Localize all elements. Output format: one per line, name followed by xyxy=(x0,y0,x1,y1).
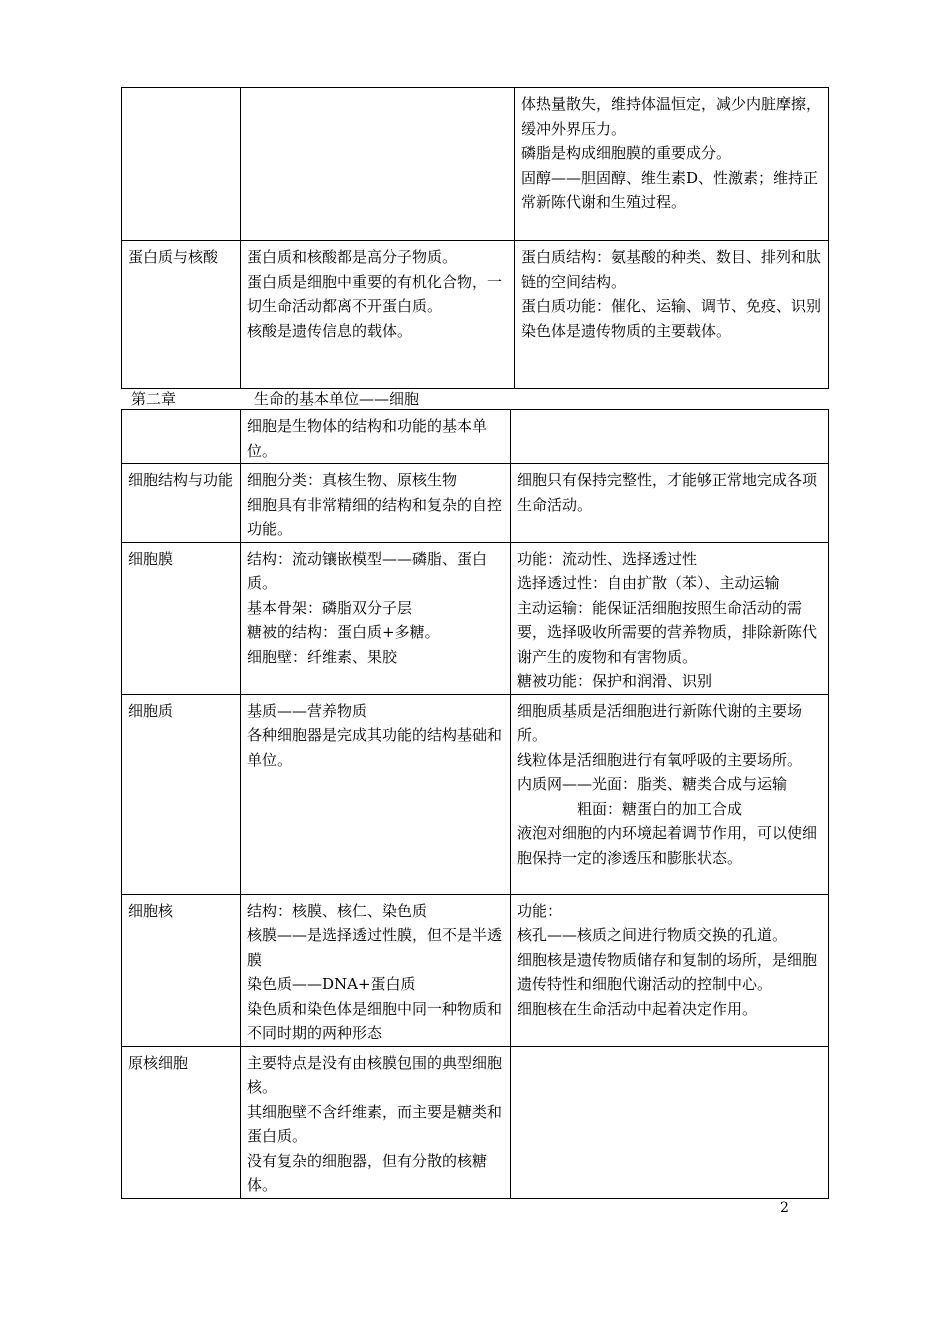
content-line: 染色质——DNA+蛋白质 xyxy=(247,975,416,993)
content-line: 各种细胞器是完成其功能的结构基础和单位。 xyxy=(247,726,503,769)
row-heading: 细胞结构与功能 xyxy=(128,471,234,489)
content-line: 细胞具有非常精细的结构和复杂的自控功能。 xyxy=(247,495,503,538)
row-heading-cell xyxy=(122,410,241,464)
table-row xyxy=(122,464,829,543)
detail-line: 内质网——光面：脂类、糖类合成与运输 xyxy=(517,775,788,793)
detail-line: 选择透过性：自由扩散（苯）、主动运输 xyxy=(517,574,780,592)
content-line: 细胞壁：纤维素、果胶 xyxy=(247,647,398,666)
detail-line: 糖被功能：保护和润滑、识别 xyxy=(517,672,713,690)
row-heading: 原核细胞 xyxy=(128,1053,189,1072)
detail-cell xyxy=(515,241,829,389)
table-row xyxy=(122,88,829,241)
row-heading-cell xyxy=(122,241,241,389)
basic-content-cell xyxy=(241,410,511,464)
detail-line: 蛋白质功能：催化、运输、调节、免疫、识别 xyxy=(521,297,822,315)
detail-line: 磷脂是构成细胞膜的重要成分。 xyxy=(521,144,732,162)
basic-content-cell xyxy=(241,1046,511,1198)
detail-cell xyxy=(511,1046,829,1198)
basic-content-cell xyxy=(241,542,511,694)
detail-line: 固醇——胆固醇、维生素D、性激素；维持正常新陈代谢和生殖过程。 xyxy=(521,168,819,211)
detail-line: 粗面：糖蛋白的加工合成 xyxy=(517,799,743,818)
content-line: 核酸是遗传信息的载体。 xyxy=(247,321,413,340)
content-line: 细胞是生物体的结构和功能的基本单位。 xyxy=(247,417,488,460)
detail-line: 细胞核是遗传物质储存和复制的场所，是细胞遗传特性和细胞代谢活动的控制中心。 xyxy=(517,950,818,993)
detail-line: 细胞质基质是活细胞进行新陈代谢的主要场所。 xyxy=(517,701,803,744)
row-heading-cell xyxy=(122,894,241,1046)
table-row xyxy=(122,410,829,464)
detail-line: 染色体是遗传物质的主要载体。 xyxy=(521,321,732,340)
detail-line: 功能： xyxy=(517,901,563,920)
basic-content-cell xyxy=(241,241,515,389)
table-row xyxy=(122,1046,829,1198)
content-line: 结构：核膜、核仁、染色质 xyxy=(247,901,428,920)
row-heading: 细胞膜 xyxy=(128,549,174,568)
table-row xyxy=(122,694,829,894)
detail-line: 细胞核在生命活动中起着决定作用。 xyxy=(517,999,758,1018)
content-line: 主要特点是没有由核膜包围的典型细胞核。 xyxy=(247,1053,503,1096)
row-heading-cell xyxy=(122,1046,241,1198)
row-heading-cell xyxy=(122,694,241,894)
row-heading-cell xyxy=(122,542,241,694)
table-row xyxy=(122,894,829,1046)
basic-content-cell xyxy=(241,694,511,894)
content-line: 没有复杂的细胞器，但有分散的核糖体。 xyxy=(247,1151,488,1194)
chapter-title: 生命的基本单位——细胞 xyxy=(254,390,420,408)
row-heading: 蛋白质与核酸 xyxy=(128,248,219,266)
row-heading-cell xyxy=(122,88,241,241)
detail-cell xyxy=(511,464,829,543)
row-heading-cell xyxy=(122,464,241,543)
table-cell-chapter xyxy=(121,409,829,1199)
chapter-label: 第二章 xyxy=(131,390,177,408)
row-heading: 细胞核 xyxy=(128,901,174,920)
detail-line: 核孔——核质之间进行物质交换的孔道。 xyxy=(517,926,788,944)
content-line: 基本骨架：磷脂双分子层 xyxy=(247,598,413,617)
content-line: 基质——营养物质 xyxy=(247,701,368,720)
basic-content-cell xyxy=(241,464,511,543)
row-heading: 细胞质 xyxy=(128,701,174,720)
content-line: 结构：流动镶嵌模型——磷脂、蛋白质。 xyxy=(247,549,488,592)
detail-line: 主动运输：能保证活细胞按照生命活动的需要，选择吸收所需要的营养物质，排除新陈代谢产生的废物和有害物质。 xyxy=(517,598,818,666)
page-number: 2 xyxy=(780,1200,789,1216)
detail-cell xyxy=(511,894,829,1046)
table-continued xyxy=(121,87,829,389)
table-row xyxy=(122,542,829,694)
content-line: 染色质和染色体是细胞中同一种物质和不同时期的两种形态 xyxy=(247,999,503,1042)
content-line: 细胞分类：真核生物、原核生物 xyxy=(247,471,458,489)
content-line: 蛋白质和核酸都是高分子物质。 xyxy=(247,248,458,266)
detail-cell xyxy=(511,542,829,694)
detail-cell xyxy=(515,88,829,241)
content-line: 其细胞壁不含纤维素，而主要是糖类和蛋白质。 xyxy=(247,1102,503,1145)
content-line: 糖被的结构：蛋白质+多糖。 xyxy=(247,623,440,641)
content-line: 蛋白质是细胞中重要的有机化合物，一切生命活动都离不开蛋白质。 xyxy=(247,272,503,315)
detail-line: 蛋白质结构：氨基酸的种类、数目、排列和肽链的空间结构。 xyxy=(521,248,822,291)
detail-cell xyxy=(511,694,829,894)
detail-line: 细胞只有保持完整性，才能够正常地完成各项生命活动。 xyxy=(517,471,818,514)
basic-content-cell xyxy=(241,88,515,241)
detail-cell xyxy=(511,410,829,464)
content-line: 核膜——是选择透过性膜，但不是半透膜 xyxy=(247,926,503,969)
table-row xyxy=(122,241,829,389)
detail-line: 线粒体是活细胞进行有氧呼吸的主要场所。 xyxy=(517,750,803,769)
detail-line: 液泡对细胞的内环境起着调节作用，可以使细胞保持一定的渗透压和膨胀状态。 xyxy=(517,824,818,867)
detail-line: 功能：流动性、选择透过性 xyxy=(517,549,698,568)
basic-content-cell xyxy=(241,894,511,1046)
detail-line: 体热量散失，维持体温恒定，减少内脏摩擦，缓冲外界压力。 xyxy=(521,95,822,138)
